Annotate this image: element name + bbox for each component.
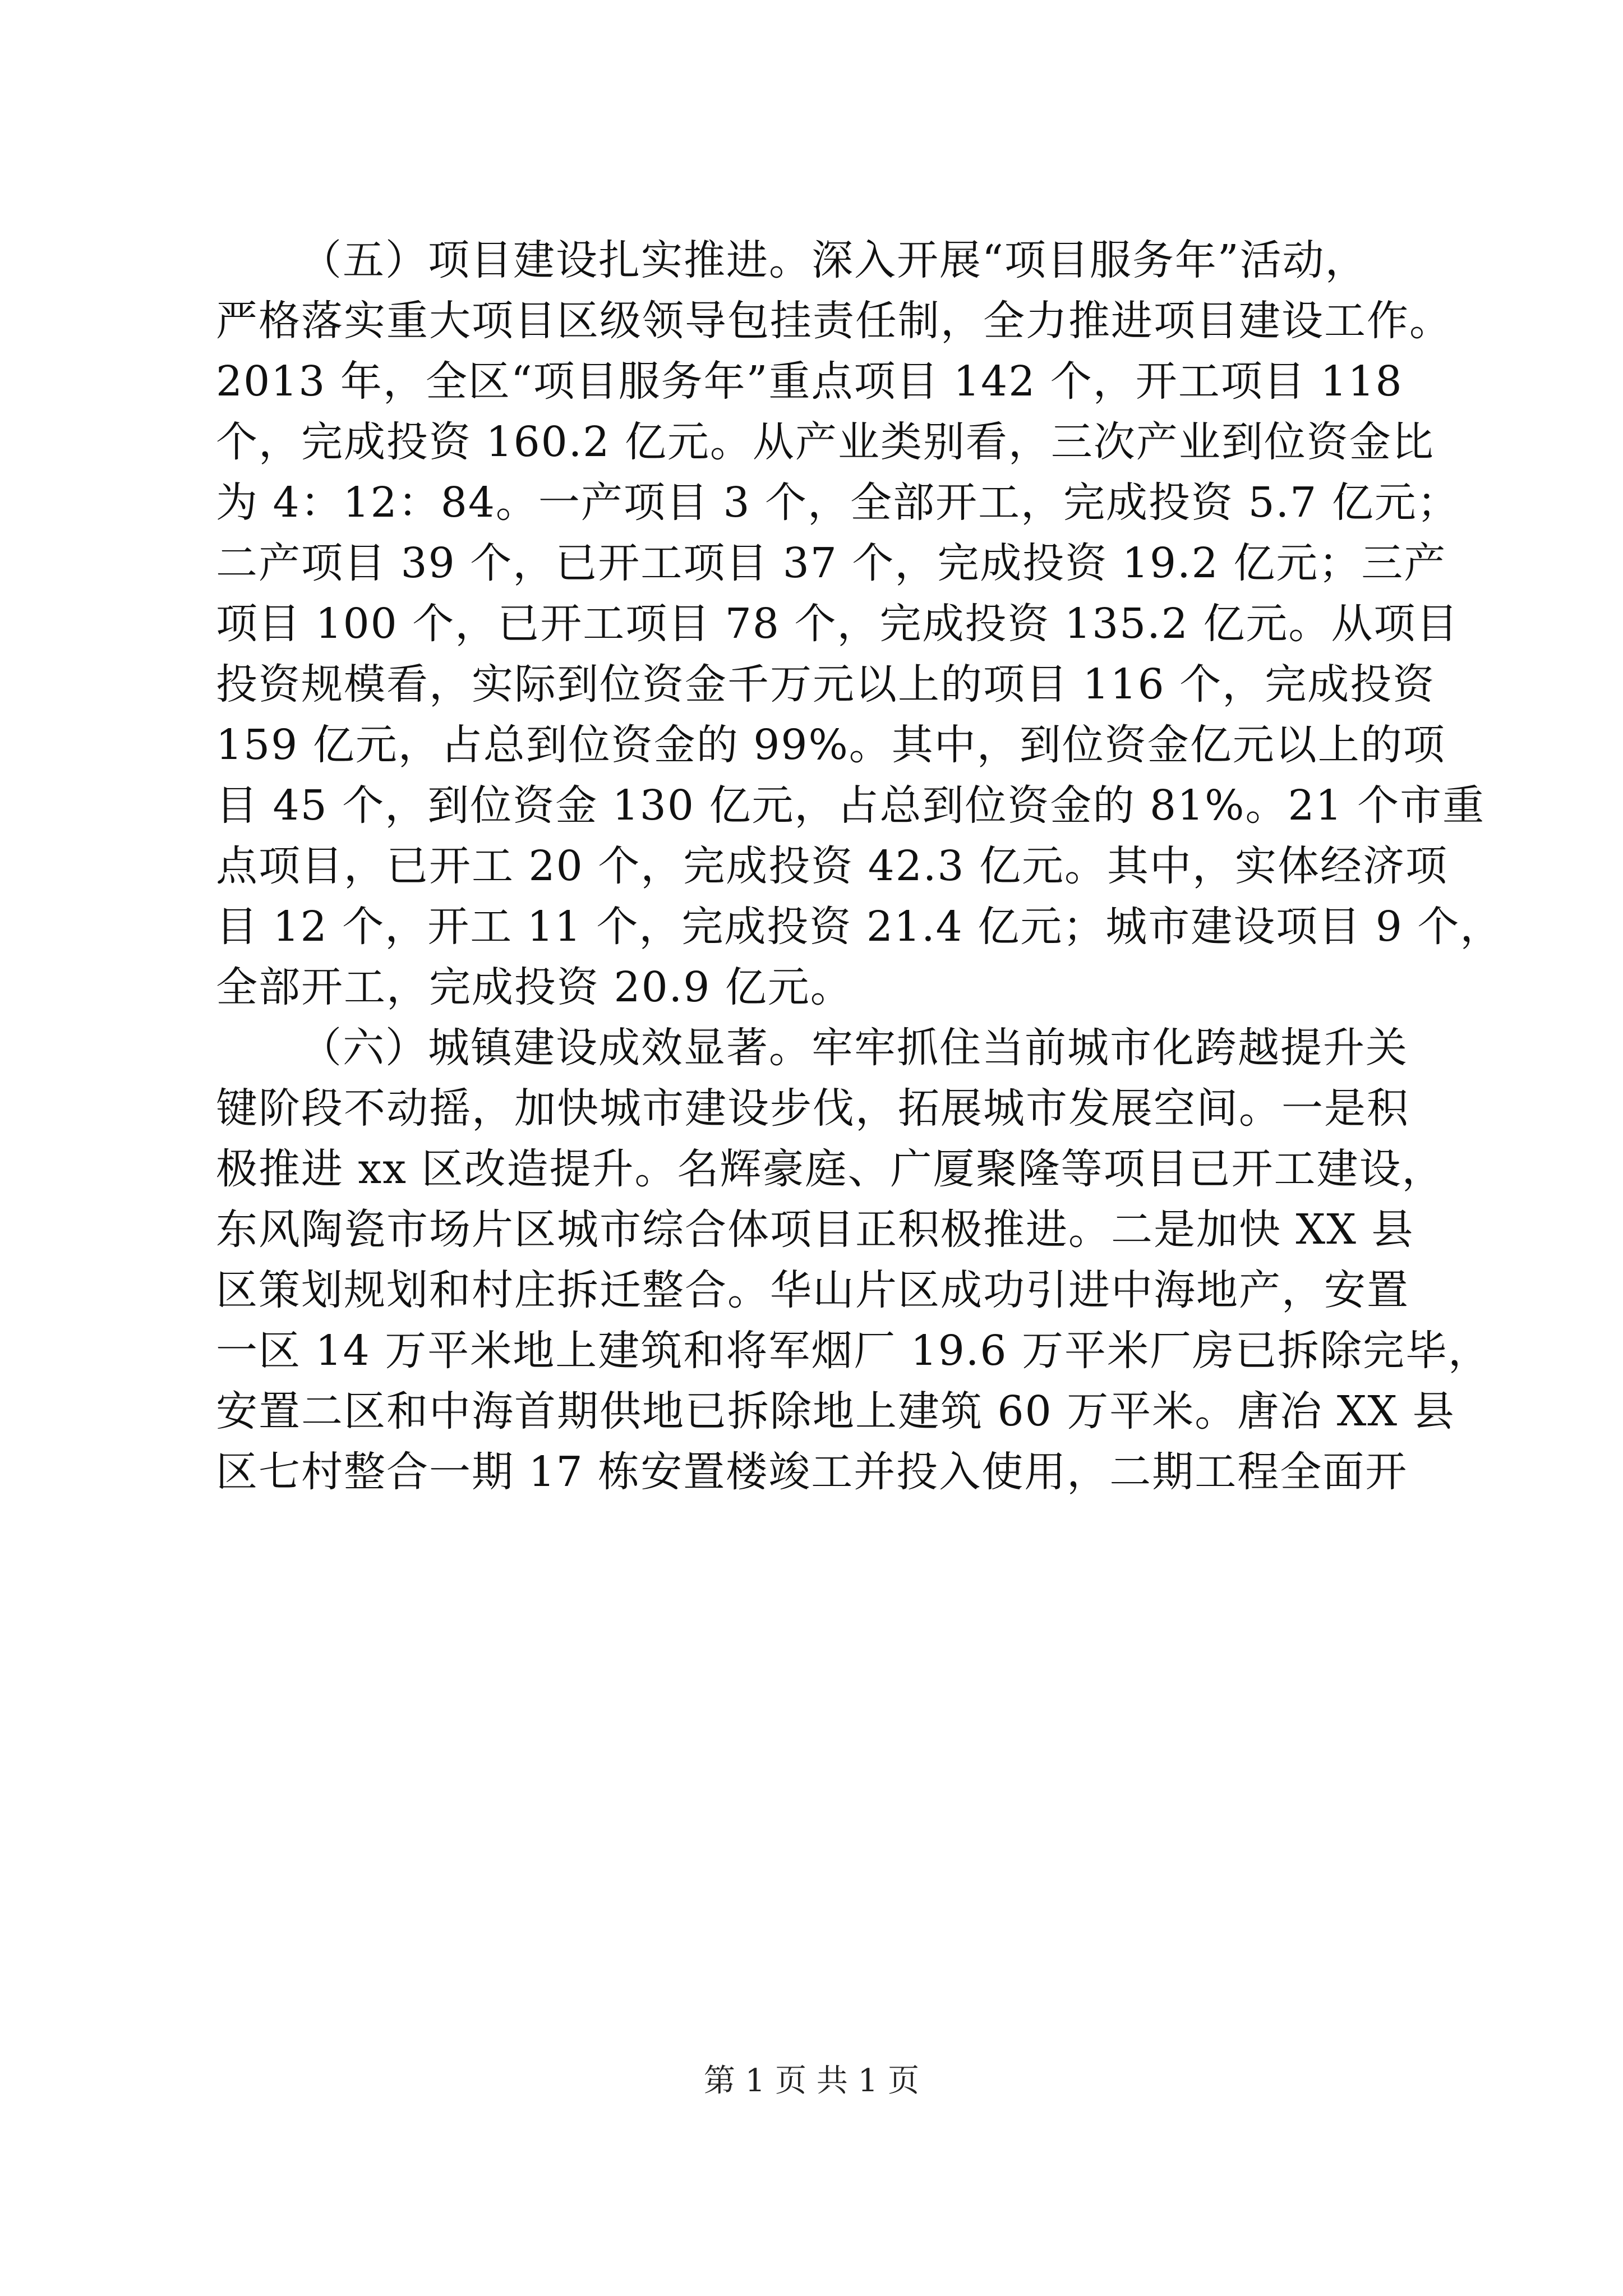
paragraph-5-line-7: 项目 100 个，已开工项目 78 个，完成投资 135.2 亿元。从项目: [216, 600, 1459, 648]
paragraph-6-line-2: 键阶段不动摇，加快城市建设步伐，拓展城市发展空间。一是积: [216, 1084, 1409, 1133]
paragraph-5-line-1: （五）项目建设扎实推进。深入开展“项目服务年”活动，: [300, 236, 1368, 284]
paragraph-6-line-7: 安置二区和中海首期供地已拆除地上建筑 60 万平米。唐冶 XX 县: [216, 1387, 1455, 1435]
paragraph-6-line-5: 区策划规划和村庄拆迁整合。华山片区成功引进中海地产，安置: [216, 1266, 1409, 1314]
paragraph-6-line-1: （六）城镇建设成效显著。牢牢抓住当前城市化跨越提升关: [300, 1024, 1408, 1072]
paragraph-5-line-2: 严格落实重大项目区级领导包挂责任制，全力推进项目建设工作。: [216, 297, 1452, 345]
page-footer: 第 1 页 共 1 页: [703, 2063, 920, 2099]
paragraph-6-line-6: 一区 14 万平米地上建筑和将军烟厂 19.6 万平米厂房已拆除完毕，: [216, 1327, 1491, 1375]
paragraph-5-line-3: 2013 年，全区“项目服务年”重点项目 142 个，开工项目 118: [216, 357, 1403, 406]
paragraph-5-line-10: 目 45 个，到位资金 130 亿元，占总到位资金的 81%。21 个市重: [216, 781, 1486, 830]
paragraph-5-line-4: 个，完成投资 160.2 亿元。从产业类别看，三次产业到位资金比: [216, 418, 1435, 466]
paragraph-5-line-9: 159 亿元，占总到位资金的 99%。其中，到位资金亿元以上的项: [216, 721, 1446, 769]
paragraph-6-line-8: 区七村整合一期 17 栋安置楼竣工并投入使用，二期工程全面开: [216, 1448, 1408, 1496]
paragraph-5-line-5: 为 4：12：84。一产项目 3 个，全部开工，完成投资 5.7 亿元；: [216, 478, 1460, 527]
paragraph-5-line-8: 投资规模看，实际到位资金千万元以上的项目 116 个，完成投资: [216, 660, 1436, 708]
paragraph-5-line-12: 目 12 个，开工 11 个，完成投资 21.4 亿元；城市建设项目 9 个，: [216, 903, 1503, 951]
paragraph-5-line-6: 二产项目 39 个，已开工项目 37 个，完成投资 19.2 亿元；三产: [216, 539, 1447, 587]
paragraph-5-line-11: 点项目，已开工 20 个，完成投资 42.3 亿元。其中，实体经济项: [216, 842, 1449, 890]
paragraph-6-line-4: 东风陶瓷市场片区城市综合体项目正积极推进。二是加快 XX 县: [216, 1205, 1414, 1254]
paragraph-5-line-13: 全部开工，完成投资 20.9 亿元。: [216, 963, 853, 1011]
document-body: [216, 230, 1503, 1502]
paragraph-6-line-3: 极推进 xx 区改造提升。名辉豪庭、广厦聚隆等项目已开工建设，: [216, 1145, 1445, 1193]
